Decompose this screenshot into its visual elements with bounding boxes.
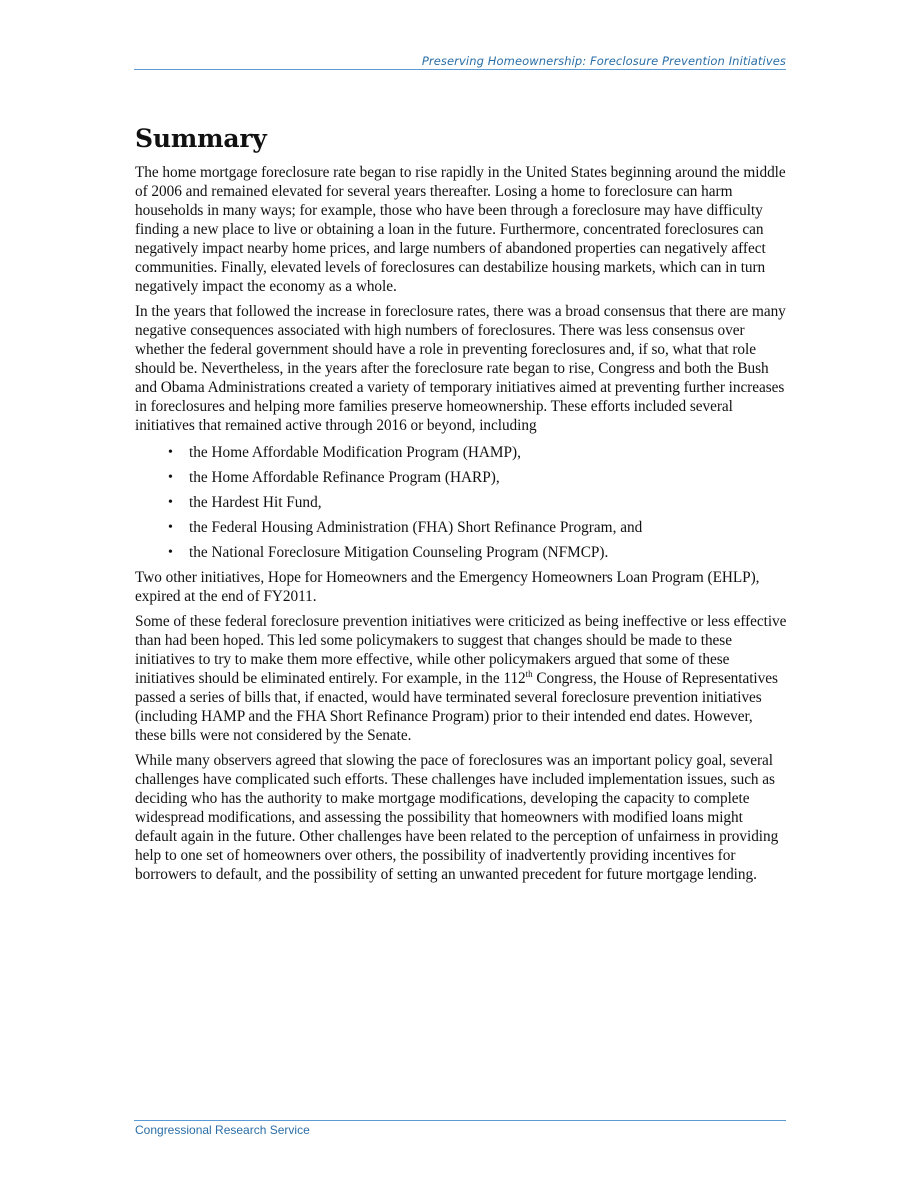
list-item: • the Home Affordable Refinance Program (HARP), <box>168 469 500 486</box>
footer-organization: Congressional Research Service <box>135 1123 310 1137</box>
header-divider <box>134 69 786 70</box>
paragraph-2: In the years that followed the increase in foreclosure rates, there was a broad consensus that there are many negative consequences associated with high numbers of foreclosures. There was less consensus over whether the federal government should have a role in preventing foreclosures and, if so, what that role should be. Nevertheless, in the years after the foreclosure rate began to rise, Congress and both the Bush and Obama Administrations created a variety of temporary initiatives aimed at preventing further increases in foreclosures and helping more families preserve homeownership. These efforts included several initiatives that remained active through 2016 or beyond, including <box>135 303 786 434</box>
bullet-icon: • <box>168 545 173 560</box>
initiatives-list <box>135 443 787 562</box>
footer-divider <box>134 1120 786 1121</box>
list-item: • the Hardest Hit Fund, <box>168 494 322 511</box>
paragraph-3: Two other initiatives, Hope for Homeowners and the Emergency Homeowners Loan Program (EHLP), expired at the end of FY2011. <box>135 569 760 605</box>
page-title: Summary <box>135 124 267 153</box>
paragraph-5: While many observers agreed that slowing the pace of foreclosures was an important policy goal, several challenges have complicated such efforts. These challenges have included implementation issues, such as deciding who has the authority to make mortgage modifications, developing the capacity to complete widespread modifications, and assessing the possibility that homeowners with modified loans might default again in the future. Other challenges have been related to the perception of unfairness in providing help to one set of homeowners over others, the possibility of inadvertently providing incentives for borrowers to default, and the possibility of setting an unwanted precedent for future mortgage lending. <box>135 752 779 883</box>
bullet-icon: • <box>168 520 173 535</box>
bullet-icon: • <box>168 470 173 485</box>
paragraph-1: The home mortgage foreclosure rate began to rise rapidly in the United States beginning around the middle of 2006 and remained elevated for several years thereafter. Losing a home to foreclosure can harm households in many ways; for example, those who have been through a foreclosure may have difficulty finding a new place to live or obtaining a loan in the future. Furthermore, concentrated foreclosures can negatively impact nearby home prices, and large numbers of abandoned properties can negatively affect communities. Finally, elevated levels of foreclosures can destabilize housing markets, which can in turn negatively impact the economy as a whole. <box>135 164 786 295</box>
running-header-title: Preserving Homeownership: Foreclosure Prevention Initiatives <box>421 54 786 68</box>
bullet-icon: • <box>168 445 173 460</box>
list-item: • the National Foreclosure Mitigation Counseling Program (NFMCP). <box>168 544 609 561</box>
paragraph-4: Some of these federal foreclosure prevention initiatives were criticized as being ineffective or less effective than had been hoped. This led some policymakers to suggest that changes should be made to these initiatives to try to make them more effective, while other policymakers argued that some of these initiatives should be eliminated entirely. For example, in the 112th Congress, the House of Representatives passed a series of bills that, if enacted, would have terminated several foreclosure prevention initiatives (including HAMP and the FHA Short Refinance Program) prior to their intended end dates. However, these bills were not considered by the Senate. <box>135 613 787 744</box>
summary-section <box>135 124 787 890</box>
list-item: • the Home Affordable Modification Program (HAMP), <box>168 444 521 461</box>
ordinal-superscript: th <box>525 668 533 679</box>
bullet-icon: • <box>168 495 173 510</box>
list-item: • the Federal Housing Administration (FHA) Short Refinance Program, and <box>168 519 643 536</box>
